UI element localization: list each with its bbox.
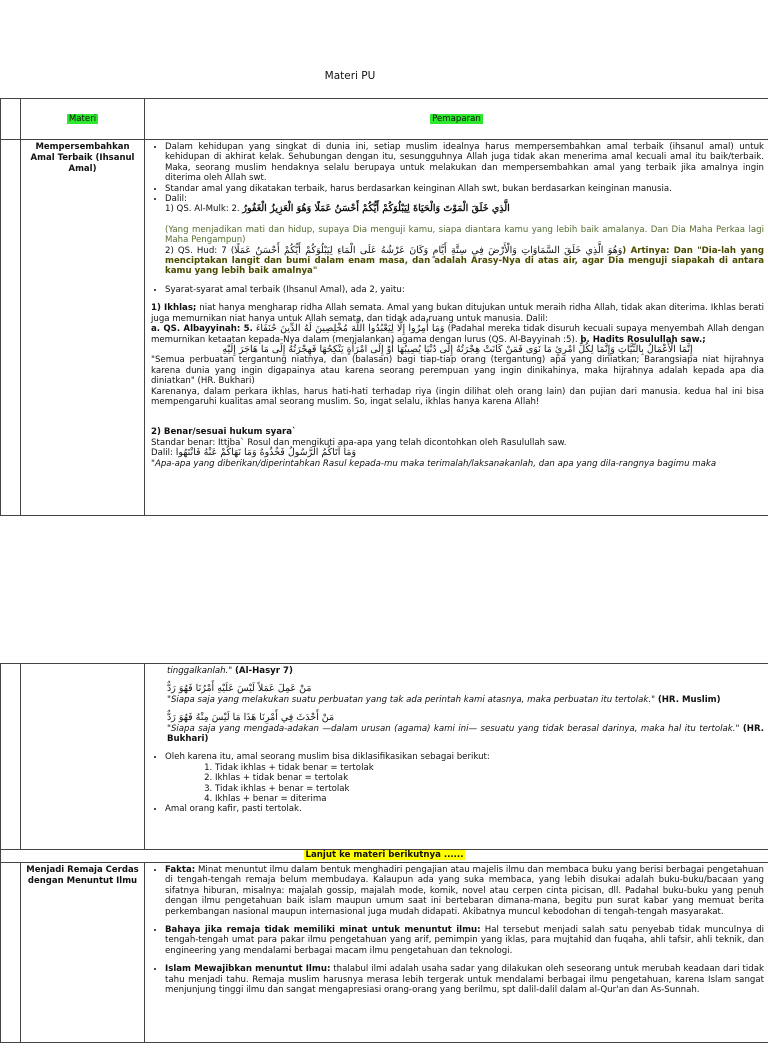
- pemaparan-remaja-cerdas: [145, 863, 768, 1043]
- header-pemaparan: Pemaparan: [430, 114, 483, 124]
- materi-table-page1: [0, 98, 768, 516]
- materi-table-page2: [0, 663, 768, 1043]
- list-item: • Amal orang kafir, pasti tertolak.: [165, 804, 764, 814]
- arabic-verse: وَمَا أُمِرُوا إِلَّا لِيَعْبُدُوا اللَّهَ مُخْلِصِينَ لَهُ الدِّينَ حُنَفَاءَ: [256, 323, 445, 334]
- list-item: • Fakta: Minat menuntut ilmu dalam bentuk menghadiri pengajian atau majelis ilmu dan membaca buku yang berisi berbagai pengetahuan di tengah-tengah remaja belum membudaya. Kalaupun ada yang suka membaca, yang lebih disukai adalah buku-buku/bacaan yang sifatnya hiburan, misalnya: majalah gossip, majalah mode, komik, novel atau cerpen cinta picisan, dll. Padahal buku-buku yang penuh dengan ilmu pengetahuan baik islam maupun umum saat ini bertebaran dimana-mana, begitu pun surat kabar yang memuat berita perkembangan nasional maupun internasional juga mudah didapati. Akibatnya muncul kebodohan di tengah-tengah masyarakat.: [165, 865, 764, 917]
- list-item: 2. Ikhlas + tidak benar = tertolak: [215, 773, 764, 783]
- translation: (Yang menjadikan mati dan hidup, supaya Dia menguji kamu, siapa diantara kamu yang lebih baik amalanya. Dan Dia Maha Perkaa lagi Maha Pengampun): [165, 225, 764, 245]
- pemaparan-continued: tinggalkanlah." (Al-Hasyr 7) مَنْ عَمِلَ عَمَلاً لَيْسَ عَلَيْهِ أَمْرُنَا فَهُوَ رَدٌّ "Siapa saja yang melakukan suatu perbuatan yang tak ada perintah kami atasnya, maka perbuatan itu tertolak." (HR. Muslim) مَنْ أَحْدَثَ فِي أَمْرِنَا هَذَا مَا لَيْسَ مِنْهُ فَهُوَ رَدٌّ "Siapa saja yang mengada-adakan —dalam urusan (agama) kami ini— sesuatu yang tidak berasal darinya, maka hal itu tertolak." (HR. Bukhari) • Oleh karena itu, amal seorang muslim bisa diklasifikasikan sebagai berikut: 1. Tidak ikhlas + tidak benar = tertolak 2. Ikhlas + tidak benar = tertolak 3. Tidak ikhlas + benar = tertolak 4. Ikhlas + benar = diterima • Amal orang kafir, pasti tertolak.: [145, 664, 768, 850]
- ikhlas-paragraph: 1) Ikhlas; niat hanya mengharap ridha Allah semata. Amal yang bukan ditujukan untuk meraih ridha Allah, tidak akan diterima. Ikhlas berati juga memurnikan niat hanya untuk Allah semata, dan tidak ada ruang untuk manusia. Dalil:: [151, 303, 764, 324]
- list-item: • Standar amal yang dikatakan terbaik, harus berdasarkan keinginan Allah swt, bukan berdasarkan keinginan manusia.: [165, 184, 764, 194]
- lanjut-banner: Lanjut ke materi berikutnya ......: [304, 850, 466, 860]
- list-item: • Dalil: 1) QS. Al-Mulk: 2. الَّذِي خَلَقَ الْمَوْتَ وَالْحَيَاةَ لِيَبْلُوَكُمْ أَيُّكُمْ أَحْسَنُ عَمَلًا وَهُوَ الْعَزِيزُ الْغَفُورُ (Yang menjadikan mati dan hidup, supaya Dia menguji kamu, siapa diantara kamu yang lebih baik amalanya. Dan Dia Maha Perkaa lagi Maha Pengampun) 2) QS. Hud: 7 (وَهُوَ الَّذِي خَلَقَ السَّمَاوَاتِ وَالْأَرْضَ فِي سِتَّةِ أَيَّامٍ وَكَانَ عَرْشُهُ عَلَى الْمَاءِ لِيَبْلُوَكُمْ أَيُّكُمْ أَحْسَنُ عَمَلًا) Artinya: Dan "Dia-lah yang menciptakan langit dan bumi dalam enam masa, dan adalah Arasy-Nya di atas air, agar Dia menguji siapakah di antara kamu yang lebih baik amalnya": [165, 194, 764, 277]
- list-item: 4. Ikhlas + benar = diterima: [215, 794, 764, 804]
- list-item: 3. Tidak ikhlas + benar = tertolak: [215, 784, 764, 794]
- list-item: • Islam Mewajibkan menuntut Ilmu: thalabul ilmi adalah usaha sadar yang dilakukan oleh seseorang untuk merubah keadaan dari tidak tahu menjadi tahu. Remaja muslim harusnya merasa lebih tergerak untuk mendalami berbagai ilmu pengetahuan, karena Islam sangat menjunjung tinggi ilmu dan sangat mengapresiasi orang-orang yang berilmu, spt dalil-dalil dalam al-Qur'an dan As-Sunnah.: [165, 964, 764, 995]
- list-item: • Bahaya jika remaja tidak memiliki minat untuk menuntut ilmu: Hal tersebut menjadi salah satu penyebab tidak munculnya di tengah-tengah umat para pakar ilmu pengetahuan yang arif, pemimpin yang iklas, para mujtahid dan fuqaha, ahli tafsir, ahli teknik, dan engineering yang mendalami berbagai macam ilmu pengetahuan dan teknologi.: [165, 925, 764, 956]
- arabic-verse: وَهُوَ الَّذِي خَلَقَ السَّمَاوَاتِ وَالْأَرْضَ فِي سِتَّةِ أَيَّامٍ وَكَانَ عَرْشُهُ عَلَى الْمَاءِ لِيَبْلُوَكُمْ أَيُّكُمْ أَحْسَنُ عَمَلًا: [234, 245, 622, 256]
- arabic-verse: وَمَا آتَاكُمُ الرَّسُولُ فَخُذُوهُ وَمَا نَهَاكُمْ عَنْهُ فَانْتَهُوا: [176, 447, 356, 458]
- arabic-hadith: مَنْ أَحْدَثَ فِي أَمْرِنَا هَذَا مَا لَيْسَ مِنْهُ فَهُوَ رَدٌّ: [151, 713, 764, 723]
- benar-heading: 2) Benar/sesuai hukum syara`: [151, 427, 764, 437]
- pemaparan-ihsanul-amal: • Dalam kehidupan yang singkat di dunia ini, setiap muslim idealnya harus mempersembahkan amal terbaik (ihsanul amal) untuk kehidupan di akhirat kelak. Sehubungan dengan itu, sesungguhnya Allah juga tidak akan menerima amal kecuali amal itu baik/terbaik. Maka, seorang muslim hendaknya selalu berupaya untuk melakukan dan mempersembahkan amal yang terbaik jika amalnya ingin diterima oleh Allah swt. • Standar amal yang dikatakan terbaik, harus berdasarkan keinginan Allah swt, bukan berdasarkan keinginan manusia. • Dalil: 1) QS. Al-Mulk: 2. الَّذِي خَلَقَ الْمَوْتَ وَالْحَيَاةَ لِيَبْلُوَكُمْ أَيُّكُمْ أَحْسَنُ عَمَلًا وَهُوَ الْعَزِيزُ الْغَفُورُ (Yang menjadikan mati dan hidup, supaya Dia menguji kamu, siapa diantara kamu yang lebih baik amalanya. Dan Dia Maha Perkaa lagi Maha Pengampun) 2) QS. Hud: 7 (وَهُوَ الَّذِي خَلَقَ السَّمَاوَاتِ وَالْأَرْضَ فِي سِتَّةِ أَيَّامٍ وَكَانَ عَرْشُهُ عَلَى الْمَاءِ لِيَبْلُوَكُمْ أَيُّكُمْ أَحْسَنُ عَمَلًا) Artinya: Dan "Dia-lah yang menciptakan langit dan bumi dalam enam masa, dan adalah Arasy-Nya di atas air, agar Dia menguji siapakah di antara kamu yang lebih baik amalnya" • Syarat-syarat amal terbaik (Ihsanul Amal), ada 2, yaitu: 1) Ikhlas; niat hanya mengharap ridha Allah semata. Amal yang bukan ditujukan untuk meraih ridha Allah, tidak akan diterima. Ikhlas berati juga memurnikan niat hanya untuk Allah semata, dan tidak ada ruang untuk manusia. Dalil: a. QS. Albayyinah: 5. وَمَا أُمِرُوا إِلَّا لِيَعْبُدُوا اللَّهَ مُخْلِصِينَ لَهُ الدِّينَ حُنَفَاءَ (Padahal mereka tidak disuruh kecuali supaya menyembah Allah dengan memurnikan ketaatan kepada-Nya dalam (menjalankan) agama dengan lurus (QS. Al-Bayyinah :5). b. Hadits Rosulullah saw.; إِنَّمَا الْأَعْمَالُ بِالنِّيَّاتِ وَإِنَّمَا لِكُلِّ امْرِئٍ مَا نَوَى فَمَنْ كَانَتْ هِجْرَتُهُ إِلَى دُنْيَا يُصِيبُهَا أَوْ إِلَى امْرَأَةٍ يَنْكِحُهَا فَهِجْرَتُهُ إِلَى مَا هَاجَرَ إِلَيْهِ "Semua perbuatan tergantung niatnya, dan (balasan) bagi tiap-tiap orang (tergantung) apa yang diniatkan; Barangsiapa niat hijrahnya karena dunia yang ingin digapainya atau karena seorang perempuan yang ingin dinikahinya, maka hijrahnya adalah kepada apa dia diniatkan" (HR. Bukhari) Karenanya, dalam perkara ikhlas, harus hati-hati terhadap riya (ingin dilihat oleh orang lain) dan pujian dari manusia. kedua hal ini bisa mempengaruhi kualitas amal seorang muslim. So, ingat selalu, ikhlas hanya karena Allah! 2) Benar/sesuai hukum syara` Standar benar: Ittiba` Rosul dan mengikuti apa-apa yang telah dicontohkan oleh Rasulullah saw. Dalil: وَمَا آتَاكُمُ الرَّسُولُ فَخُذُوهُ وَمَا نَهَاكُمْ عَنْهُ فَانْتَهُوا "Apa-apa yang diberikan/diperintahkan Rasul kepada-mu maka terimalah/laksanakanlah, dan apa yang dila-rangnya bagimu maka: [145, 140, 768, 516]
- list-item: 1. Tidak ikhlas + tidak benar = tertolak: [215, 763, 764, 773]
- list-item: • Oleh karena itu, amal seorang muslim bisa diklasifikasikan sebagai berikut: 1. Tidak ikhlas + tidak benar = tertolak 2. Ikhlas + tidak benar = tertolak 3. Tidak ikhlas + benar = tertolak 4. Ikhlas + benar = diterima: [165, 752, 764, 804]
- list-item: • Dalam kehidupan yang singkat di dunia ini, setiap muslim idealnya harus mempersembahkan amal terbaik (ihsanul amal) untuk kehidupan di akhirat kelak. Sehubungan dengan itu, sesungguhnya Allah juga tidak akan menerima amal kecuali amal itu baik/terbaik. Maka, seorang muslim hendaknya selalu berupaya untuk melakukan dan mempersembahkan amal yang terbaik jika amalnya ingin diterima oleh Allah swt.: [165, 142, 764, 184]
- arabic-verse: الَّذِي خَلَقَ الْمَوْتَ وَالْحَيَاةَ لِيَبْلُوَكُمْ أَيُّكُمْ أَحْسَنُ عَمَلًا وَهُوَ الْعَزِيزُ الْغَفُورُ: [242, 203, 509, 214]
- topic-ihsanul-amal: Mempersembahkan Amal Terbaik (Ihsanul Amal): [21, 140, 145, 516]
- translation: ) Artinya: Dan "Dia-lah yang menciptakan langit dan bumi dalam enam masa, dan adalah Arasy-Nya di atas air, agar Dia menguji siapakah di antara kamu yang lebih baik amalnya": [165, 246, 764, 277]
- topic-remaja-cerdas: Menjadi Remaja Cerdas dengan Menuntut Ilmu: [21, 863, 145, 1043]
- arabic-hadith: إِنَّمَا الْأَعْمَالُ بِالنِّيَّاتِ وَإِنَّمَا لِكُلِّ امْرِئٍ مَا نَوَى فَمَنْ كَانَتْ هِجْرَتُهُ إِلَى دُنْيَا يُصِيبُهَا أَوْ إِلَى امْرَأَةٍ يَنْكِحُهَا فَهِجْرَتُهُ إِلَى مَا هَاجَرَ إِلَيْهِ: [151, 345, 764, 355]
- header-materi: Materi: [67, 114, 98, 124]
- arabic-hadith: مَنْ عَمِلَ عَمَلاً لَيْسَ عَلَيْهِ أَمْرُنَا فَهُوَ رَدٌّ: [151, 684, 764, 694]
- list-item: • Syarat-syarat amal terbaik (Ihsanul Amal), ada 2, yaitu:: [165, 285, 764, 295]
- page-title: Materi PU: [0, 70, 700, 82]
